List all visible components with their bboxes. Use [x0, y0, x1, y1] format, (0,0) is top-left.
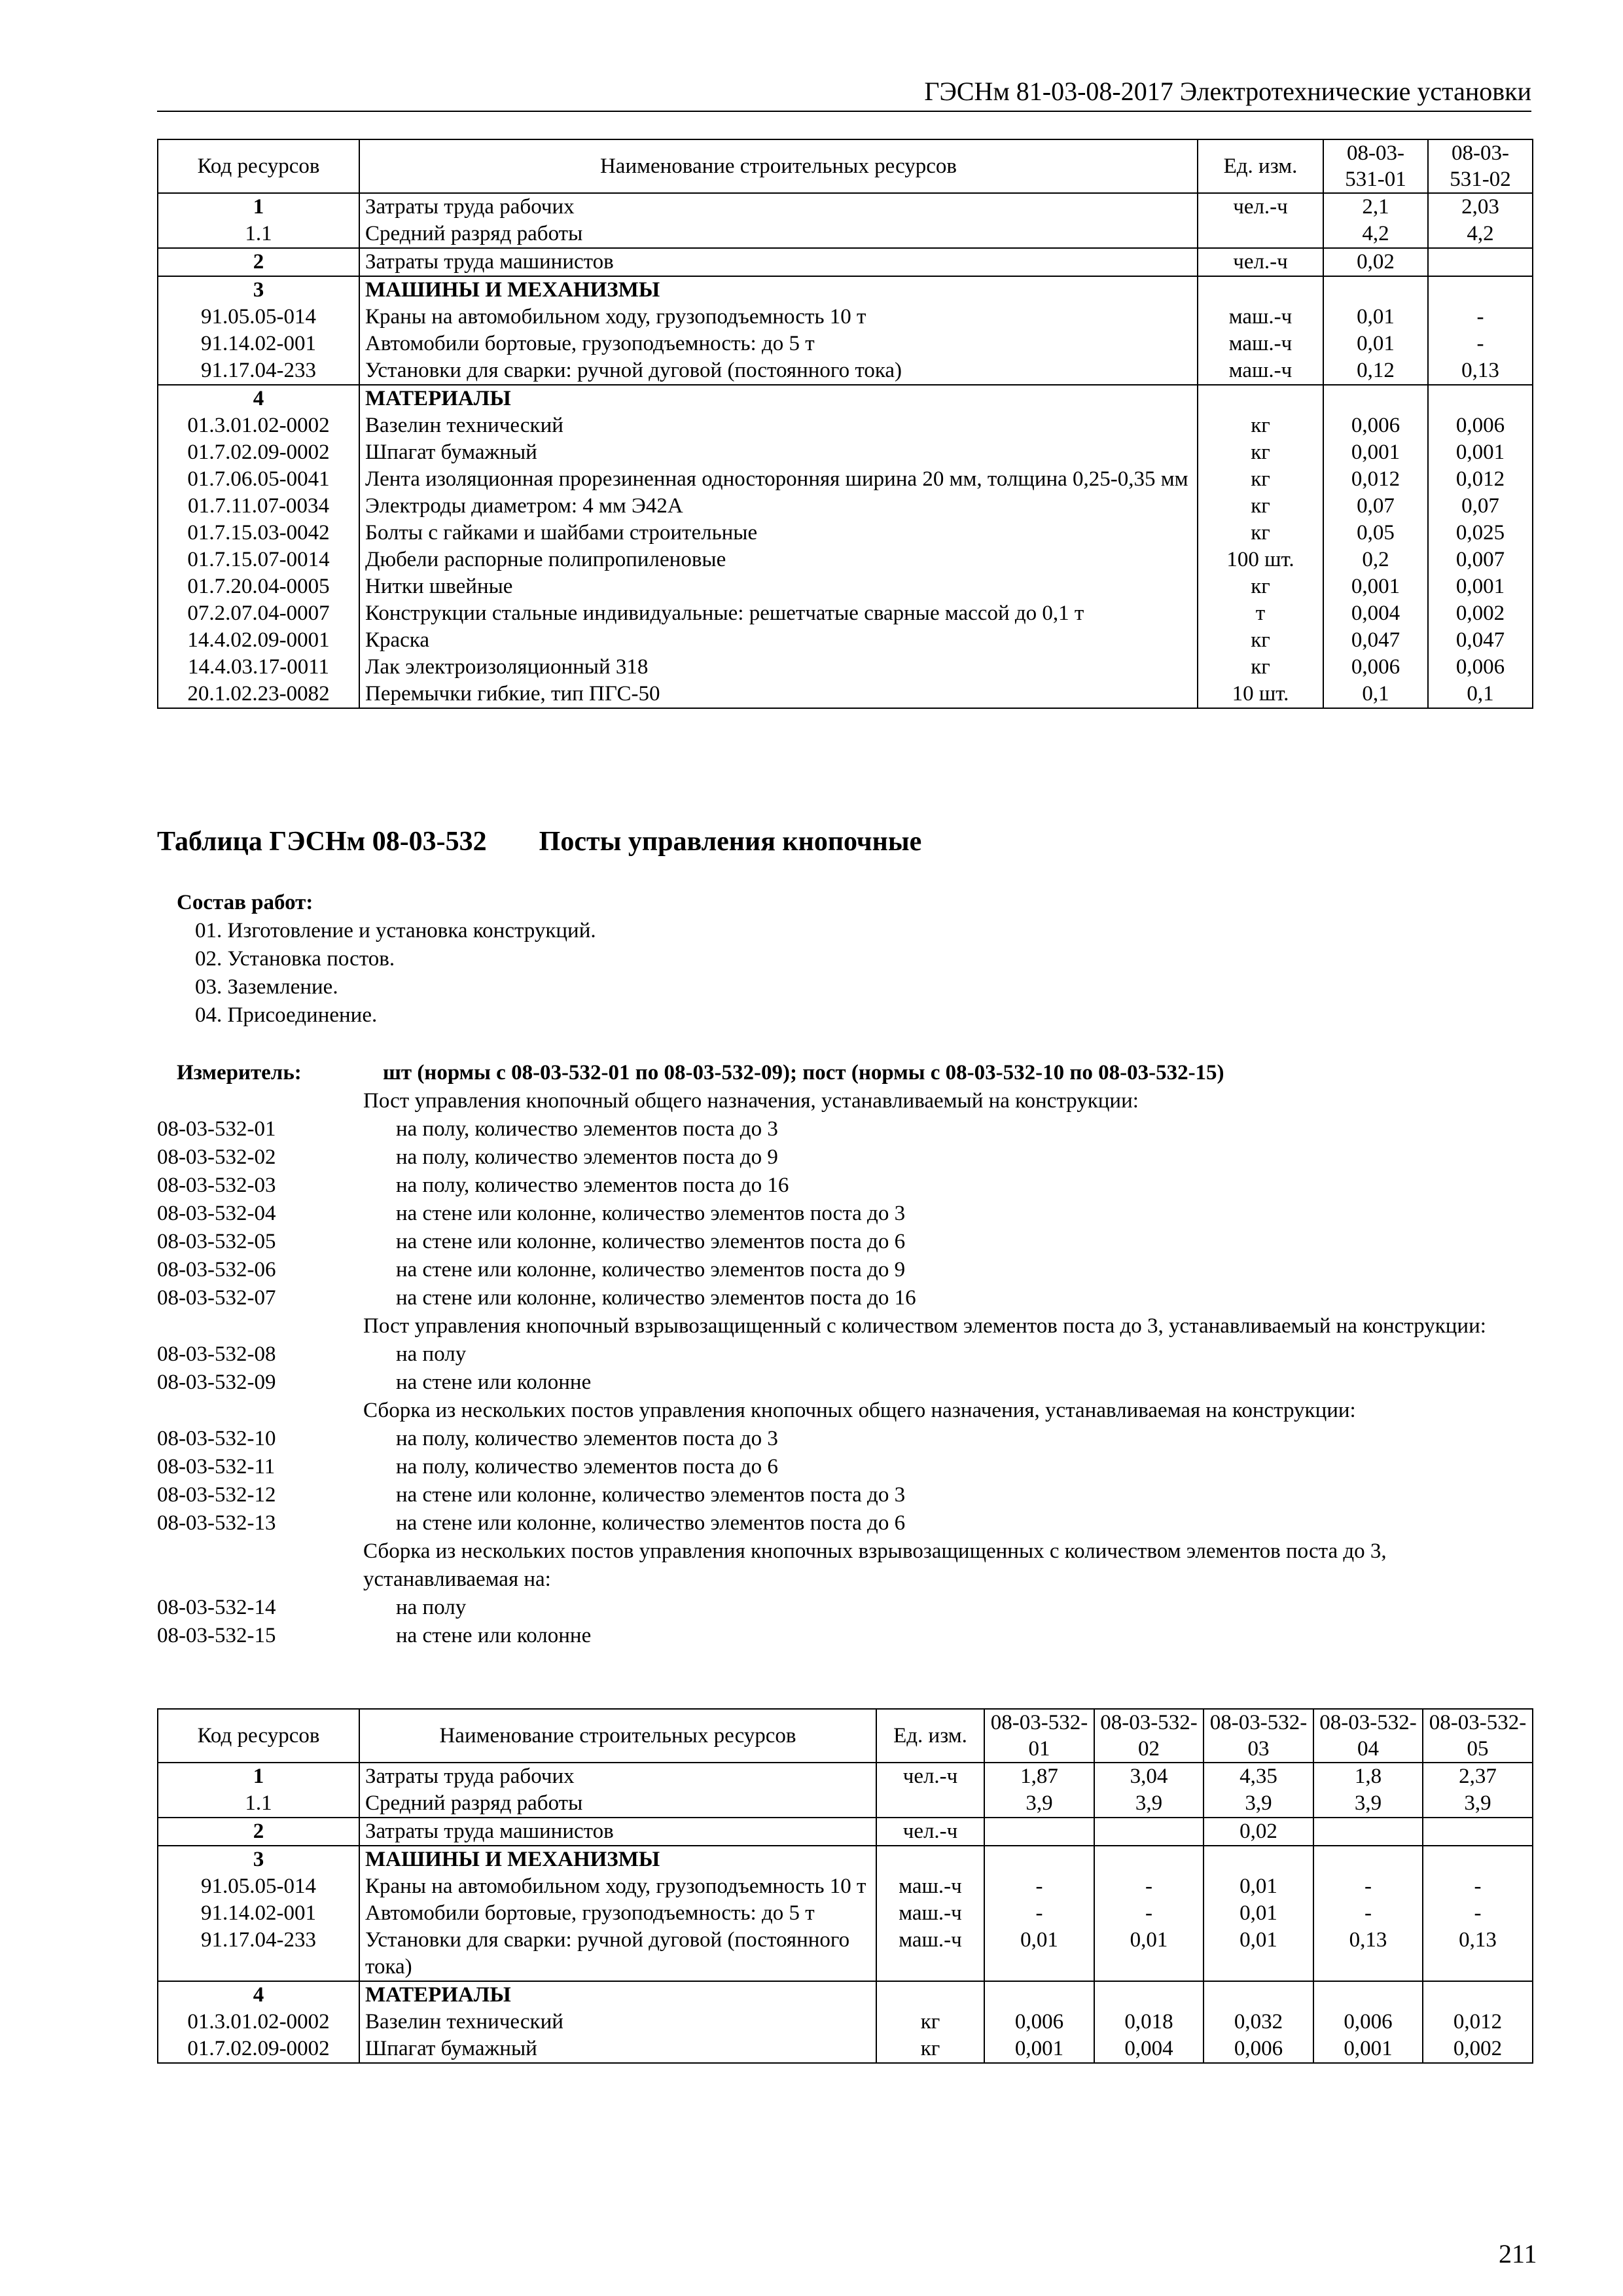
section-title	[157, 826, 921, 857]
resource-code: 91.17.04-233	[158, 1927, 359, 1981]
resource-value: 0,02	[1204, 1818, 1313, 1846]
column-header: 08-03-532-03	[1204, 1709, 1313, 1763]
norm-text: на стене или колонне, количество элементов поста до 9	[396, 1258, 906, 1282]
resource-code: 01.3.01.02-0002	[158, 2009, 359, 2036]
column-header: 08-03-532-05	[1423, 1709, 1533, 1763]
resource-code: 01.3.01.02-0002	[158, 412, 359, 439]
table-row	[158, 466, 1533, 493]
norm-text: Пост управления кнопочный взрывозащищенный с количеством элементов поста до 3, устанавливаемый на конструкции:	[363, 1314, 1486, 1338]
resource-name: Вазелин технический	[359, 2009, 876, 2036]
table-title: Посты управления кнопочные	[539, 827, 922, 857]
table-row	[158, 2009, 1533, 2036]
resource-code: 01.7.06.05-0041	[158, 466, 359, 493]
resource-value: 2,1	[1323, 193, 1428, 221]
resource-code: 91.05.05-014	[158, 1873, 359, 1900]
resource-value: 1,8	[1313, 1763, 1423, 1790]
resource-value: 0,006	[1428, 654, 1533, 681]
resource-code: 3	[158, 276, 359, 304]
meter-label: Измеритель:	[177, 1061, 302, 1085]
resource-code: 14.4.02.09-0001	[158, 627, 359, 654]
resource-value	[1428, 385, 1533, 412]
resource-unit: маш.-ч	[1198, 304, 1323, 331]
resource-value	[1423, 1981, 1533, 2009]
resource-name: МАШИНЫ И МЕХАНИЗМЫ	[359, 1846, 876, 1873]
resource-value: 2,37	[1423, 1763, 1533, 1790]
norm-text: на полу, количество элементов поста до 3	[396, 1427, 778, 1450]
resource-name: Затраты труда машинистов	[359, 1818, 876, 1846]
resource-value: 3,9	[1313, 1790, 1423, 1818]
resource-value: 4,2	[1323, 221, 1428, 248]
norm-code: 08-03-532-07	[157, 1286, 276, 1310]
resource-name: Нитки швейные	[359, 573, 1198, 600]
resource-value	[1204, 1846, 1313, 1873]
norm-text: Сборка из нескольких постов управления кнопочных общего назначения, устанавливаемая на конструкции:	[363, 1399, 1356, 1422]
resource-unit: маш.-ч	[876, 1900, 984, 1927]
resource-value	[1423, 1846, 1533, 1873]
resource-value: 0,12	[1323, 357, 1428, 385]
resource-code: 01.7.02.09-0002	[158, 2036, 359, 2063]
works-block	[177, 889, 596, 1030]
norm-text: на полу, количество элементов поста до 16	[396, 1174, 789, 1197]
resource-value: 0,006	[1323, 654, 1428, 681]
resource-value: 0,001	[1323, 573, 1428, 600]
resource-value: -	[1428, 331, 1533, 357]
resource-value: 2,03	[1428, 193, 1533, 221]
norm-row	[157, 1200, 1532, 1228]
resource-name: Электроды диаметром: 4 мм Э42А	[359, 493, 1198, 520]
table-label: Таблица ГЭСНм 08-03-532	[157, 827, 487, 857]
work-item: 04. Присоединение.	[195, 1003, 378, 1027]
column-header: 08-03-532-02	[1094, 1709, 1204, 1763]
resource-value: 0,01	[1094, 1927, 1204, 1981]
resource-name: Шпагат бумажный	[359, 439, 1198, 466]
table-row	[158, 520, 1533, 547]
table-row	[158, 547, 1533, 573]
resource-value	[1423, 1818, 1533, 1846]
table-row	[158, 276, 1533, 304]
norm-text: на полу	[396, 1596, 467, 1619]
resource-value: 0,006	[1428, 412, 1533, 439]
column-header: Ед. изм.	[876, 1709, 984, 1763]
resource-code: 1	[158, 1763, 359, 1790]
resource-value	[1323, 276, 1428, 304]
resource-name: Средний разряд работы	[359, 1790, 876, 1818]
norm-code: 08-03-532-05	[157, 1230, 276, 1253]
resource-unit: т	[1198, 600, 1323, 627]
resource-value: 0,02	[1323, 248, 1428, 276]
norm-code: 08-03-532-02	[157, 1145, 276, 1169]
resource-value: 0,07	[1323, 493, 1428, 520]
resource-name: Установки для сварки: ручной дуговой (постоянного тока)	[359, 1927, 876, 1981]
norm-code: 08-03-532-15	[157, 1624, 276, 1647]
resource-name: Конструкции стальные индивидуальные: решетчатые сварные массой до 0,1 т	[359, 600, 1198, 627]
resource-value: 0,13	[1313, 1927, 1423, 1981]
resource-value	[984, 1846, 1094, 1873]
resource-code: 01.7.15.03-0042	[158, 520, 359, 547]
norm-code: 08-03-532-09	[157, 1371, 276, 1394]
resource-name: Краны на автомобильном ходу, грузоподъемность 10 т	[359, 304, 1198, 331]
resource-name: Автомобили бортовые, грузоподъемность: до 5 т	[359, 1900, 876, 1927]
resource-value: 0,1	[1323, 681, 1428, 708]
resource-code: 1.1	[158, 221, 359, 248]
norm-row	[157, 1143, 1532, 1172]
resource-unit: кг	[876, 2036, 984, 2063]
resource-value: 0,01	[984, 1927, 1094, 1981]
resource-unit: маш.-ч	[876, 1927, 984, 1981]
norm-code: 08-03-532-03	[157, 1174, 276, 1197]
resource-value: 0,07	[1428, 493, 1533, 520]
resource-name: Затраты труда рабочих	[359, 1763, 876, 1790]
resource-value: 0,007	[1428, 547, 1533, 573]
resource-name: Краска	[359, 627, 1198, 654]
resource-unit: кг	[876, 2009, 984, 2036]
resource-code: 01.7.11.07-0034	[158, 493, 359, 520]
resource-unit: маш.-ч	[1198, 331, 1323, 357]
resource-value	[1323, 385, 1428, 412]
table-row	[158, 1900, 1533, 1927]
norm-code	[157, 1397, 363, 1425]
resource-name: Краны на автомобильном ходу, грузоподъемность 10 т	[359, 1873, 876, 1900]
table-row	[158, 627, 1533, 654]
resource-value	[1428, 276, 1533, 304]
resource-value: -	[984, 1900, 1094, 1927]
resource-unit	[876, 1981, 984, 2009]
meter-value: шт (нормы с 08-03-532-01 по 08-03-532-09); пост (нормы с 08-03-532-10 по 08-03-532-15)	[383, 1061, 1224, 1085]
resource-code: 2	[158, 1818, 359, 1846]
resource-code: 2	[158, 248, 359, 276]
table-row	[158, 1846, 1533, 1873]
table-row	[158, 221, 1533, 248]
resource-value: 3,9	[1423, 1790, 1533, 1818]
resource-value: 0,001	[984, 2036, 1094, 2063]
resource-code: 4	[158, 385, 359, 412]
column-header: Код ресурсов	[158, 139, 359, 193]
resource-value: 3,9	[1204, 1790, 1313, 1818]
resource-value: 0,025	[1428, 520, 1533, 547]
resource-unit: кг	[1198, 520, 1323, 547]
table-row	[158, 304, 1533, 331]
norm-text: на полу	[396, 1342, 467, 1366]
norm-group-heading	[157, 1397, 1532, 1425]
resource-value: 0,012	[1428, 466, 1533, 493]
resource-value: 4,35	[1204, 1763, 1313, 1790]
resource-unit: чел.-ч	[1198, 193, 1323, 221]
meter-block	[157, 1059, 1532, 1650]
norm-row	[157, 1172, 1532, 1200]
resource-value: 0,001	[1428, 439, 1533, 466]
resource-value	[1204, 1981, 1313, 2009]
norm-code	[157, 1312, 363, 1340]
resource-value: -	[984, 1873, 1094, 1900]
norm-text: на полу, количество элементов поста до 6	[396, 1455, 778, 1479]
norm-code	[157, 1087, 363, 1115]
table-row	[158, 248, 1533, 276]
resource-code: 4	[158, 1981, 359, 2009]
resource-value	[1313, 1846, 1423, 1873]
resource-value: 0,006	[1323, 412, 1428, 439]
resource-code: 1.1	[158, 1790, 359, 1818]
resource-unit: кг	[1198, 654, 1323, 681]
resource-code: 91.14.02-001	[158, 1900, 359, 1927]
resource-value	[1094, 1818, 1204, 1846]
norm-text: на стене или колонне	[396, 1371, 592, 1394]
norm-row	[157, 1228, 1532, 1256]
resource-value: 0,001	[1313, 2036, 1423, 2063]
resource-name: Затраты труда машинистов	[359, 248, 1198, 276]
norm-row	[157, 1594, 1532, 1622]
norm-text: на стене или колонне, количество элементов поста до 6	[396, 1511, 906, 1535]
resource-unit: кг	[1198, 573, 1323, 600]
resource-value: 0,01	[1204, 1873, 1313, 1900]
resource-name: Установки для сварки: ручной дуговой (постоянного тока)	[359, 357, 1198, 385]
resource-value	[984, 1981, 1094, 2009]
resource-unit	[1198, 385, 1323, 412]
resource-code: 91.17.04-233	[158, 357, 359, 385]
resource-value: 0,01	[1323, 304, 1428, 331]
table-row	[158, 193, 1533, 221]
resource-value: -	[1094, 1900, 1204, 1927]
norm-row	[157, 1509, 1532, 1537]
resource-unit: 100 шт.	[1198, 547, 1323, 573]
resource-unit: чел.-ч	[1198, 248, 1323, 276]
norm-code: 08-03-532-01	[157, 1117, 276, 1141]
resource-value: -	[1428, 304, 1533, 331]
resource-unit: маш.-ч	[1198, 357, 1323, 385]
table-row	[158, 1981, 1533, 2009]
norm-code: 08-03-532-04	[157, 1202, 276, 1225]
resource-value: 0,032	[1204, 2009, 1313, 2036]
table-row	[158, 331, 1533, 357]
norm-text: на стене или колонне, количество элементов поста до 6	[396, 1230, 906, 1253]
resource-code: 07.2.07.04-0007	[158, 600, 359, 627]
norm-text: на стене или колонне, количество элементов поста до 3	[396, 1483, 906, 1507]
work-item: 03. Заземление.	[195, 975, 338, 999]
resource-unit: маш.-ч	[876, 1873, 984, 1900]
resource-unit: кг	[1198, 466, 1323, 493]
resource-name: Лента изоляционная прорезиненная односторонняя ширина 20 мм, толщина 0,25-0,35 мм	[359, 466, 1198, 493]
resource-value: 0,047	[1428, 627, 1533, 654]
column-header: Наименование строительных ресурсов	[359, 1709, 876, 1763]
resource-table-531	[157, 139, 1533, 709]
table-row	[158, 1818, 1533, 1846]
resource-value: 3,04	[1094, 1763, 1204, 1790]
table-row	[158, 600, 1533, 627]
resource-value: 0,2	[1323, 547, 1428, 573]
resource-value: 0,001	[1428, 573, 1533, 600]
norm-code: 08-03-532-11	[157, 1455, 276, 1479]
resource-value: 0,13	[1428, 357, 1533, 385]
norm-code: 08-03-532-10	[157, 1427, 276, 1450]
norm-text: на стене или колонне, количество элементов поста до 16	[396, 1286, 916, 1310]
resource-table-532	[157, 1708, 1533, 2064]
resource-value: 0,05	[1323, 520, 1428, 547]
resource-name: Перемычки гибкие, тип ПГС-50	[359, 681, 1198, 708]
resource-value: 0,01	[1323, 331, 1428, 357]
norm-row	[157, 1115, 1532, 1143]
table-row	[158, 385, 1533, 412]
resource-value	[984, 1818, 1094, 1846]
resource-value: 0,006	[1204, 2036, 1313, 2063]
norm-text: на стене или колонне, количество элементов поста до 3	[396, 1202, 906, 1225]
resource-unit	[1198, 221, 1323, 248]
norm-text: на полу, количество элементов поста до 3	[396, 1117, 778, 1141]
table-row	[158, 681, 1533, 708]
resource-value: 0,006	[984, 2009, 1094, 2036]
resource-value	[1313, 1981, 1423, 2009]
norm-row	[157, 1369, 1532, 1397]
column-header: Код ресурсов	[158, 1709, 359, 1763]
resource-value: 0,01	[1204, 1927, 1313, 1981]
column-header: 08-03-531-02	[1428, 139, 1533, 193]
resource-value: 0,001	[1323, 439, 1428, 466]
resource-name: Лак электроизоляционный 318	[359, 654, 1198, 681]
norm-text: Пост управления кнопочный общего назначения, устанавливаемый на конструкции:	[363, 1089, 1139, 1113]
norm-text: Сборка из нескольких постов управления кнопочных взрывозащищенных с количеством элементов поста до 3, устанавливаемая на:	[363, 1539, 1387, 1591]
page-header: ГЭСНм 81-03-08-2017 Электротехнические установки	[157, 76, 1531, 112]
work-item: 01. Изготовление и установка конструкций.	[195, 919, 596, 942]
column-header: 08-03-532-04	[1313, 1709, 1423, 1763]
resource-value: 0,01	[1204, 1900, 1313, 1927]
resource-value: 0,012	[1423, 2009, 1533, 2036]
table-row	[158, 1873, 1533, 1900]
resource-name: Средний разряд работы	[359, 221, 1198, 248]
resource-unit: кг	[1198, 439, 1323, 466]
resource-value	[1428, 248, 1533, 276]
norm-text: на стене или колонне	[396, 1624, 592, 1647]
resource-code: 20.1.02.23-0082	[158, 681, 359, 708]
resource-name: Затраты труда рабочих	[359, 193, 1198, 221]
norm-code: 08-03-532-08	[157, 1342, 276, 1366]
table-row	[158, 654, 1533, 681]
table-row	[158, 357, 1533, 385]
resource-code: 01.7.02.09-0002	[158, 439, 359, 466]
resource-value: 0,004	[1323, 600, 1428, 627]
resource-value: -	[1423, 1900, 1533, 1927]
resource-value: 0,13	[1423, 1927, 1533, 1981]
resource-code: 14.4.03.17-0011	[158, 654, 359, 681]
resource-value: 0,002	[1423, 2036, 1533, 2063]
table-row	[158, 573, 1533, 600]
works-heading: Состав работ:	[177, 891, 313, 914]
resource-name: Автомобили бортовые, грузоподъемность: до 5 т	[359, 331, 1198, 357]
resource-value: -	[1094, 1873, 1204, 1900]
table-row	[158, 439, 1533, 466]
resource-unit: чел.-ч	[876, 1818, 984, 1846]
norm-group-heading	[157, 1312, 1532, 1340]
resource-value	[1313, 1818, 1423, 1846]
resource-code: 3	[158, 1846, 359, 1873]
column-header: 08-03-531-01	[1323, 139, 1428, 193]
norm-row	[157, 1425, 1532, 1453]
norm-group-heading	[157, 1537, 1532, 1594]
norm-text: на полу, количество элементов поста до 9	[396, 1145, 778, 1169]
resource-name: Болты с гайками и шайбами строительные	[359, 520, 1198, 547]
resource-code: 01.7.20.04-0005	[158, 573, 359, 600]
resource-value	[1094, 1846, 1204, 1873]
resource-value: 3,9	[1094, 1790, 1204, 1818]
norm-code: 08-03-532-06	[157, 1258, 276, 1282]
resource-value: 0,018	[1094, 2009, 1204, 2036]
resource-value: 0,002	[1428, 600, 1533, 627]
table-row	[158, 493, 1533, 520]
resource-unit: кг	[1198, 627, 1323, 654]
resource-unit	[1198, 276, 1323, 304]
resource-unit: кг	[1198, 412, 1323, 439]
resource-value: 0,004	[1094, 2036, 1204, 2063]
resource-value: 0,012	[1323, 466, 1428, 493]
resource-name: Дюбели распорные полипропиленовые	[359, 547, 1198, 573]
resource-unit: кг	[1198, 493, 1323, 520]
page-number: 211	[1499, 2239, 1537, 2269]
norm-row	[157, 1481, 1532, 1509]
resource-code: 01.7.15.07-0014	[158, 547, 359, 573]
table-row	[158, 1927, 1533, 1981]
resource-name: Шпагат бумажный	[359, 2036, 876, 2063]
resource-code: 1	[158, 193, 359, 221]
table-row	[158, 412, 1533, 439]
resource-unit	[876, 1846, 984, 1873]
resource-unit: чел.-ч	[876, 1763, 984, 1790]
norm-row	[157, 1622, 1532, 1650]
table-row	[158, 1790, 1533, 1818]
resource-name: МАТЕРИАЛЫ	[359, 385, 1198, 412]
table-row	[158, 1763, 1533, 1790]
resource-name: Вазелин технический	[359, 412, 1198, 439]
norm-code	[157, 1537, 363, 1594]
resource-name: МАШИНЫ И МЕХАНИЗМЫ	[359, 276, 1198, 304]
column-header: Наименование строительных ресурсов	[359, 139, 1198, 193]
resource-value	[1094, 1981, 1204, 2009]
resource-unit	[876, 1790, 984, 1818]
resource-value: 3,9	[984, 1790, 1094, 1818]
norm-group-heading	[157, 1087, 1532, 1115]
resource-code: 91.14.02-001	[158, 331, 359, 357]
resource-value: 1,87	[984, 1763, 1094, 1790]
table-row	[158, 2036, 1533, 2063]
work-item: 02. Установка постов.	[195, 947, 395, 971]
resource-value: -	[1423, 1873, 1533, 1900]
resource-value: -	[1313, 1873, 1423, 1900]
column-header: Ед. изм.	[1198, 139, 1323, 193]
resource-value: -	[1313, 1900, 1423, 1927]
norm-code: 08-03-532-12	[157, 1483, 276, 1507]
norm-row	[157, 1256, 1532, 1284]
norm-row	[157, 1340, 1532, 1369]
norm-row	[157, 1284, 1532, 1312]
resource-name: МАТЕРИАЛЫ	[359, 1981, 876, 2009]
column-header: 08-03-532-01	[984, 1709, 1094, 1763]
resource-code: 91.05.05-014	[158, 304, 359, 331]
resource-value: 0,1	[1428, 681, 1533, 708]
resource-value: 4,2	[1428, 221, 1533, 248]
norm-row	[157, 1453, 1532, 1481]
resource-unit: 10 шт.	[1198, 681, 1323, 708]
resource-value: 0,047	[1323, 627, 1428, 654]
resource-value: 0,006	[1313, 2009, 1423, 2036]
norm-code: 08-03-532-14	[157, 1596, 276, 1619]
norm-code: 08-03-532-13	[157, 1511, 276, 1535]
